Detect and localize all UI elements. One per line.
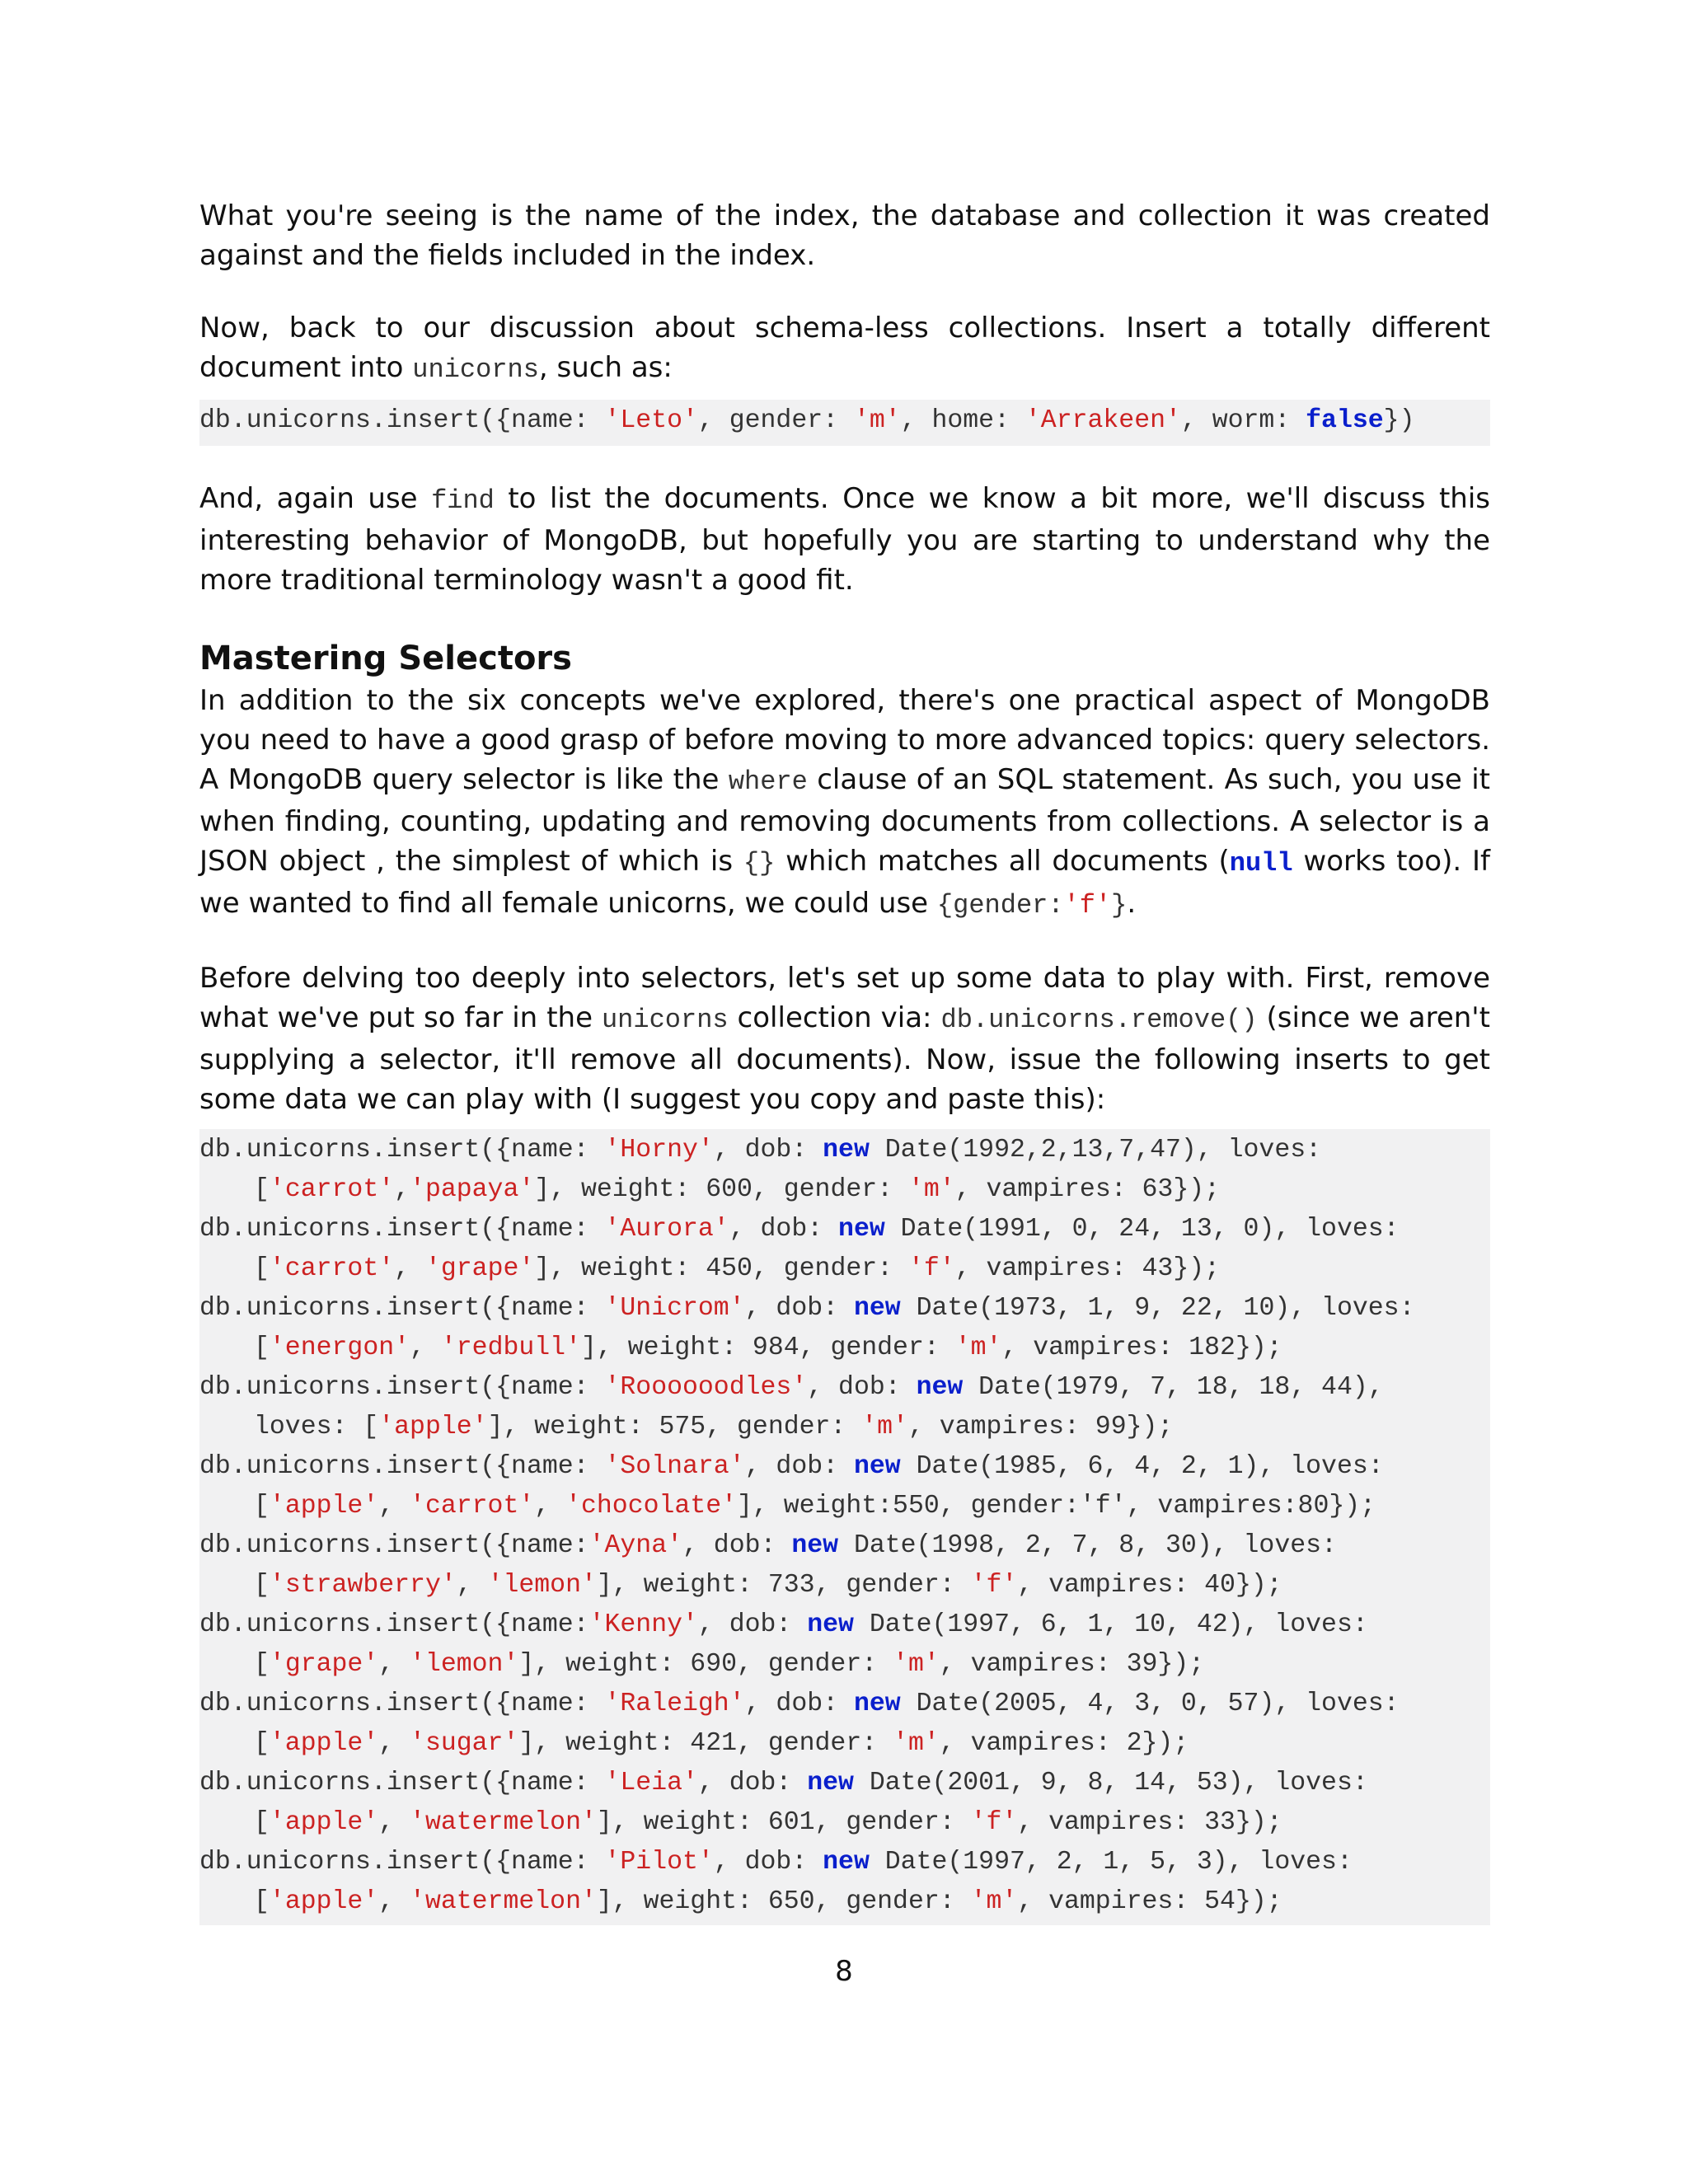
code-string: 'Solnara' [604, 1452, 745, 1481]
page-number: 8 [835, 1955, 853, 1988]
inline-code: {} [743, 848, 776, 879]
code-text: , vampires: 43}); [954, 1254, 1221, 1283]
paragraph-text: , such as: [538, 351, 673, 384]
code-string: 'energon' [269, 1333, 410, 1362]
inline-code: db.unicorns.remove() [940, 1005, 1258, 1035]
code-text: ], weight: 600, gender: [534, 1175, 908, 1204]
paragraph-text: Before delving too deeply into selectors, let's set up some data to play with. First, remove what we've put so far in the [199, 962, 1490, 1034]
paragraph-text: (since we aren't supplying a selector, it'll remove all documents). Now, issue the following inserts to get some data we can play with (I suggest you copy and paste this): [199, 1001, 1490, 1116]
code-string: 'f' [970, 1808, 1018, 1837]
code-text: , dob: [744, 1294, 854, 1323]
code-string: apple' [284, 1492, 379, 1521]
code-keyword: new [791, 1531, 839, 1560]
code-text: db.unicorns.insert({name: [199, 1452, 605, 1481]
code-text: , [394, 1254, 425, 1283]
code-string: 'redbull' [440, 1333, 581, 1362]
code-text: , vampires: 40}); [1017, 1571, 1282, 1600]
paragraph-text: which matches all documents ( [775, 845, 1230, 878]
code-string: 'Pilot' [604, 1848, 714, 1877]
code-text: db.unicorns.insert({name: [199, 1531, 589, 1560]
code-text: Date(1991, 0, 24, 13, 0), loves: [884, 1215, 1400, 1244]
code-text: , dob: [744, 1690, 854, 1718]
code-text: , vampires: 54}); [1017, 1887, 1282, 1916]
code-text: loves: [ [254, 1413, 379, 1441]
code-text: db.unicorns.insert({name: [199, 1769, 605, 1797]
paragraph-text: And, again use [199, 482, 432, 515]
code-string: 'm' [907, 1175, 955, 1204]
code-block-leto-insert [199, 400, 1490, 446]
paragraph-text: What you're seeing is the name of the index, the database and collection it was created against and the fields included in the index. [199, 199, 1490, 272]
paragraph-text: to list the documents. Once we know a bit more, we'll discuss this interesting behavior of MongoDB, but hopefully you are starting to understand why the more traditional terminology wasn't a good fit. [199, 482, 1490, 597]
code-text: Date(2001, 9, 8, 14, 53), loves: [ [254, 1769, 1368, 1837]
code-string: 'watermelon' [410, 1887, 597, 1916]
paragraph-text: works too). If we wanted to find all female unicorns, we could use [199, 845, 1490, 920]
code-keyword: new [807, 1610, 854, 1639]
code-text: Date(1997, 2, 1, 5, 3), loves: [ [254, 1848, 1353, 1916]
code-string: carrot' [284, 1175, 395, 1204]
code-text: ], weight: 575, gender: [487, 1413, 862, 1441]
paragraph-text: . [1127, 887, 1137, 920]
code-string: apple' [284, 1887, 379, 1916]
code-keyword: new [838, 1215, 885, 1244]
inline-code: where [728, 766, 808, 797]
code-text: Date(2005, 4, 3, 0, 57), loves: [900, 1690, 1400, 1718]
code-string: 'f' [907, 1254, 955, 1283]
code-string: 'm' [954, 1333, 1002, 1362]
code-text: ], weight: 690, gender: [518, 1650, 893, 1679]
code-text: , dob: [713, 1136, 823, 1165]
code-text: Date(1979, 7, 18, 18, 44), [963, 1373, 1384, 1402]
code-string: 'f' [970, 1571, 1018, 1600]
code-text: , [378, 1650, 410, 1679]
code-text: , dob: [697, 1610, 808, 1639]
code-string: ' [269, 1650, 285, 1679]
code-string: 'watermelon' [410, 1808, 597, 1837]
code-text: , vampires: 182}); [1001, 1333, 1282, 1362]
code-string: 'Leia' [604, 1769, 698, 1797]
code-text: ], weight: 450, gender: [534, 1254, 908, 1283]
code-text: }) [1383, 406, 1415, 435]
code-string: 'm' [861, 1413, 908, 1441]
paragraph-setup-data [199, 958, 1490, 1119]
inline-code: {gender: [936, 890, 1064, 921]
code-line-insert [199, 1605, 1490, 1685]
code-text: ], weight: 421, gender: [518, 1729, 893, 1758]
code-text: Date(1997, 6, 1, 10, 42), loves: [ [254, 1610, 1368, 1679]
code-text: , vampires: 63}); [954, 1175, 1221, 1204]
code-text: Date(1973, 1, 9, 22, 10), loves: [900, 1294, 1415, 1323]
code-string: 'apple' [378, 1413, 488, 1441]
code-text: , dob: [744, 1452, 854, 1481]
code-string: 'Raleigh' [604, 1690, 745, 1718]
code-text: [ [254, 1254, 270, 1283]
code-keyword: new [823, 1136, 870, 1165]
code-line-insert [199, 1843, 1490, 1922]
inline-code-string: 'f' [1063, 890, 1112, 921]
code-string: 'm' [893, 1729, 940, 1758]
code-line-insert [199, 1131, 1490, 1210]
code-string: 'Aurora' [604, 1215, 729, 1244]
code-text: , vampires: 2}); [939, 1729, 1189, 1758]
code-string: 'Leto' [604, 406, 698, 435]
code-keyword: new [853, 1690, 901, 1718]
code-keyword: new [853, 1452, 901, 1481]
code-string: ' [269, 1808, 285, 1837]
code-text: Date(1992,2,13,7,47), loves: [ [254, 1136, 1322, 1204]
code-text: , vampires: 99}); [907, 1413, 1174, 1441]
code-text: db.unicorns.insert({name: [199, 406, 605, 435]
code-text: db.unicorns.insert({name: [199, 1690, 605, 1718]
code-text: ], weight: 984, gender: [581, 1333, 955, 1362]
paragraph-index-description [199, 196, 1490, 275]
code-line-insert [199, 1685, 1490, 1764]
code-string: 'apple' [269, 1729, 379, 1758]
code-string: ' [269, 1571, 285, 1600]
code-keyword: new [807, 1769, 854, 1797]
code-block-unicorn-inserts [199, 1129, 1490, 1925]
code-line-insert [199, 1368, 1490, 1447]
code-text: , [456, 1571, 488, 1600]
code-text: [ [254, 1729, 270, 1758]
paragraph-text: clause of an SQL statement. As such, you use it when finding, counting, updating and removing documents from collections. A selector is a JSON object , the simplest of which is [199, 763, 1490, 878]
code-text: , [410, 1333, 441, 1362]
code-string: ' [269, 1492, 285, 1521]
code-string: 'Kenny' [588, 1610, 698, 1639]
inline-code: find [431, 485, 495, 516]
code-text: db.unicorns.insert({name: [199, 1215, 605, 1244]
code-keyword: false [1306, 406, 1384, 435]
code-string: 'Roooooodles' [604, 1373, 808, 1402]
code-string: 'carrot' [410, 1492, 535, 1521]
paragraph-text: collection via: [728, 1001, 941, 1034]
code-string: 'Horny' [604, 1136, 714, 1165]
code-text: , [378, 1887, 410, 1916]
section-heading: Mastering Selectors [199, 640, 572, 677]
inline-code: unicorns [412, 354, 539, 385]
code-text: ], weight: 733, gender: [596, 1571, 971, 1600]
code-text: , dob: [729, 1215, 839, 1244]
code-text: db.unicorns.insert({name: [199, 1136, 605, 1165]
code-line-insert [199, 1764, 1490, 1843]
code-text: db.unicorns.insert({name: [199, 1610, 589, 1639]
code-string: strawberry' [284, 1571, 457, 1600]
code-text: , [378, 1729, 410, 1758]
code-text: , [534, 1492, 566, 1521]
code-keyword: new [853, 1294, 901, 1323]
code-string: 'sugar' [410, 1729, 519, 1758]
code-text: Date(1998, 2, 7, 8, 30), loves: [ [254, 1531, 1337, 1600]
code-string: 'Unicrom' [604, 1294, 745, 1323]
code-text: Date(1985, 6, 4, 2, 1), loves:[ [254, 1452, 1384, 1521]
document-page [199, 196, 1490, 1925]
code-string: 'm' [893, 1650, 940, 1679]
code-string: 'Ayna' [588, 1531, 682, 1560]
paragraph-schemaless [199, 308, 1490, 390]
code-text: , worm: [1180, 406, 1306, 435]
code-text: , dob: [713, 1848, 823, 1877]
paragraph-find-again [199, 479, 1490, 600]
code-keyword: new [916, 1373, 964, 1402]
code-text: , [378, 1808, 410, 1837]
code-text: db.unicorns.insert({name: [199, 1373, 605, 1402]
paragraph-selectors-intro [199, 681, 1490, 926]
code-string: 'm' [853, 406, 901, 435]
code-text: db.unicorns.insert({name: [199, 1294, 605, 1323]
code-string: apple' [284, 1808, 379, 1837]
code-string: 'lemon' [487, 1571, 597, 1600]
code-text: [ [254, 1333, 270, 1362]
code-keyword: new [823, 1848, 870, 1877]
code-string: ' [269, 1887, 285, 1916]
code-line-insert [199, 1289, 1490, 1368]
inline-code: } [1111, 890, 1128, 921]
code-line-insert [199, 1210, 1490, 1289]
code-string: 'lemon' [410, 1650, 519, 1679]
paragraph-text: In addition to the six concepts we've explored, there's one practical aspect of MongoDB you need to have a good grasp of before moving to more advanced topics: query selectors. A MongoDB query selector is like the [199, 684, 1490, 796]
code-string: 'carrot' [269, 1254, 395, 1283]
code-text: , home: [900, 406, 1025, 435]
code-text: , dob: [807, 1373, 917, 1402]
code-string: 'Arrakeen' [1025, 406, 1181, 435]
code-string: ' [269, 1175, 285, 1204]
code-text: , dob: [682, 1531, 792, 1560]
code-text: ], weight: 601, gender: [596, 1808, 971, 1837]
code-string: grape' [284, 1650, 379, 1679]
code-string: 'm' [970, 1887, 1018, 1916]
inline-code: unicorns [601, 1005, 729, 1035]
code-string: 'grape' [424, 1254, 535, 1283]
code-line-insert [199, 1447, 1490, 1526]
code-text: , gender: [697, 406, 854, 435]
code-text: , vampires: 39}); [939, 1650, 1205, 1679]
code-text: , dob: [697, 1769, 808, 1797]
code-string: 'papaya' [410, 1175, 535, 1204]
code-text: , vampires: 33}); [1017, 1808, 1282, 1837]
code-text: , [378, 1492, 410, 1521]
code-text: ], weight: 650, gender: [596, 1887, 971, 1916]
code-text: , [394, 1175, 410, 1204]
paragraph-text: Now, back to our discussion about schema-less collections. Insert a totally different document into [199, 312, 1490, 384]
code-string: 'chocolate' [565, 1492, 738, 1521]
code-text: db.unicorns.insert({name: [199, 1848, 605, 1877]
code-line-insert [199, 1526, 1490, 1605]
inline-code-keyword: null [1229, 848, 1293, 879]
code-text: ], weight:550, gender:'f', vampires:80}); [737, 1492, 1376, 1521]
